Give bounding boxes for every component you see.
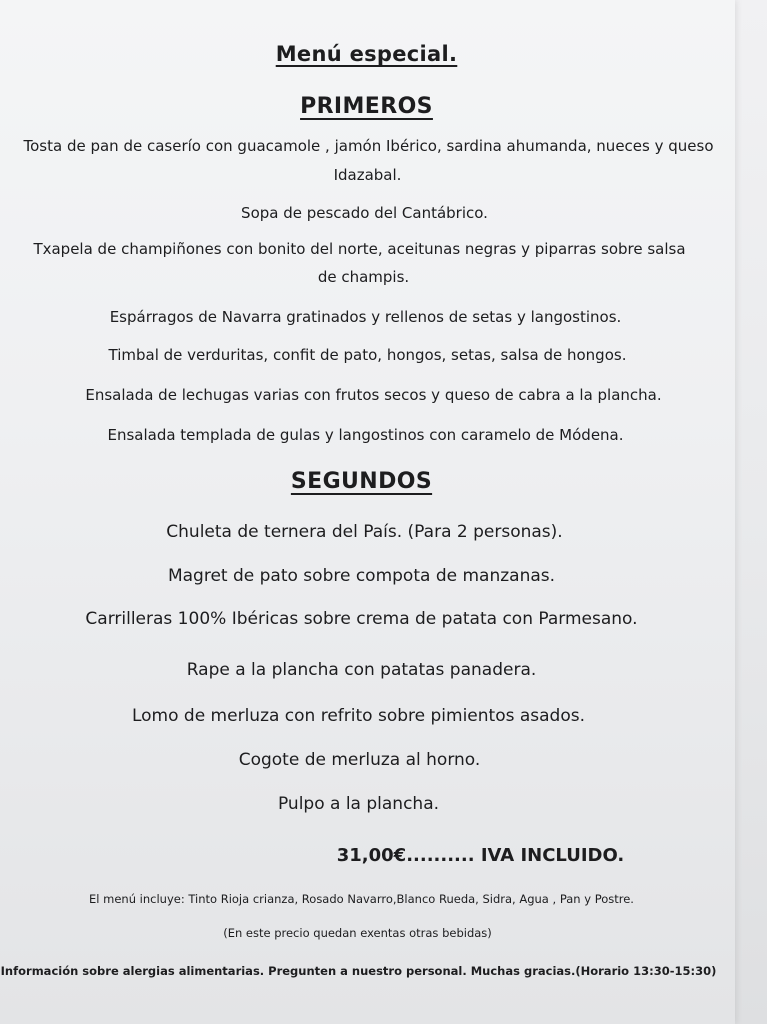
primeros-item: Idazabal. [333,166,402,184]
primeros-item: Espárragos de Navarra gratinados y rellenos de setas y langostinos. [109,308,622,326]
segundos-heading: SEGUNDOS [290,469,433,494]
allergy-info: Información sobre alergias alimentarias. Pregunten a nuestro personal. Muchas gracias.(Horario 13:30-15:30) [0,964,717,978]
segundos-item: Magret de pato sobre compota de manzanas. [167,566,556,586]
segundos-item: Chuleta de ternera del País. (Para 2 personas). [166,522,563,542]
primeros-item: Txapela de champiñones con bonito del norte, aceitunas negras y piparras sobre salsa [33,240,686,258]
menu-title: Menú especial. [275,42,458,66]
segundos-item: Carrilleras 100% Ibéricas sobre crema de patata con Parmesano. [85,609,638,629]
segundos-item: Rape a la plancha con patatas panadera. [186,660,537,680]
primeros-item: Tosta de pan de caserío con guacamole , jamón Ibérico, sardina ahumanda, nueces y queso [23,137,714,155]
primeros-heading: PRIMEROS [300,94,433,119]
primeros-item: Ensalada de lechugas varias con frutos secos y queso de cabra a la plancha. [85,386,662,404]
segundos-item: Lomo de merluza con refrito sobre pimientos asados. [131,706,586,726]
primeros-item: de champis. [317,268,410,286]
segundos-item: Cogote de merluza al horno. [238,750,481,770]
drinks-exempt-note: (En este precio quedan exentas otras bebidas) [223,926,492,940]
primeros-item: Sopa de pescado del Cantábrico. [241,204,488,222]
primeros-item: Timbal de verduritas, confit de pato, hongos, setas, salsa de hongos. [108,346,627,364]
menu-price: 31,00€.......... IVA INCLUIDO. [336,845,625,866]
primeros-item: Ensalada templada de gulas y langostinos con caramelo de Módena. [107,426,624,444]
segundos-item: Pulpo a la plancha. [277,794,440,814]
menu-includes: El menú incluye: Tinto Rioja crianza, Rosado Navarro,Blanco Rueda, Sidra, Agua , Pan y Postre. [89,892,634,906]
